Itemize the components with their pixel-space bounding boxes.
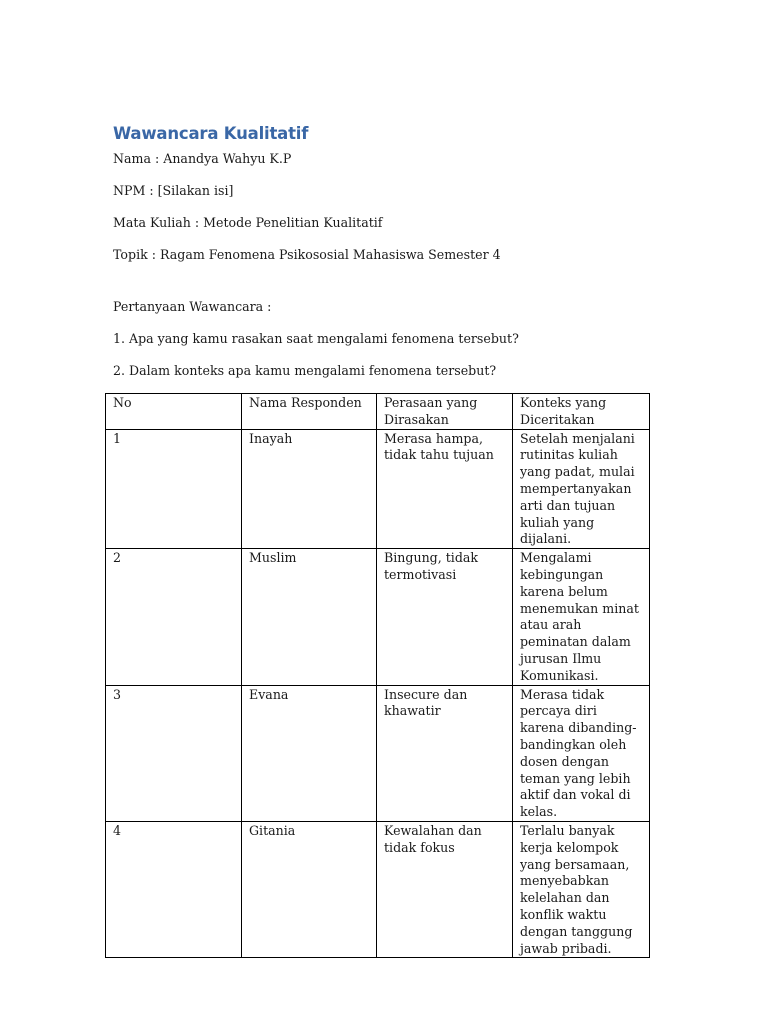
cell-konteks: Merasa tidak percaya diri karena dibanding-bandingkan oleh dosen dengan teman yang lebih aktif dan vokal di kelas.: [513, 685, 650, 821]
cell-perasaan: Merasa hampa, tidak tahu tujuan: [377, 429, 513, 549]
cell-perasaan: Kewalahan dan tidak fokus: [377, 821, 513, 957]
document-title: Wawancara Kualitatif: [113, 124, 309, 143]
cell-nama-responden: Gitania: [242, 821, 377, 957]
table-row: [106, 821, 650, 957]
question-2: 2. Dalam konteks apa kamu mengalami fenomena tersebut?: [113, 363, 497, 378]
cell-konteks: Mengalami kebingungan karena belum menemukan minat atau arah peminatan dalam jurusan Ilmu Komunikasi.: [513, 549, 650, 685]
cell-no: 4: [106, 821, 242, 957]
field-mata-kuliah: Mata Kuliah : Metode Penelitian Kualitatif: [113, 215, 383, 230]
field-topik: Topik : Ragam Fenomena Psikososial Mahasiswa Semester 4: [113, 247, 501, 262]
table-header-row: [106, 394, 650, 430]
table-row: [106, 549, 650, 685]
field-nama: Nama : Anandya Wahyu K.P: [113, 151, 292, 166]
cell-no: 3: [106, 685, 242, 821]
cell-perasaan: Insecure dan khawatir: [377, 685, 513, 821]
header-cell-no: No: [106, 394, 242, 430]
cell-no: 2: [106, 549, 242, 685]
field-npm: NPM : [Silakan isi]: [113, 183, 234, 198]
cell-konteks: Terlalu banyak kerja kelompok yang bersamaan, menyebabkan kelelahan dan konflik waktu dengan tanggung jawab pribadi.: [513, 821, 650, 957]
cell-no: 1: [106, 429, 242, 549]
header-cell-perasaan: Perasaan yang Dirasakan: [377, 394, 513, 430]
header-cell-nama-responden: Nama Responden: [242, 394, 377, 430]
cell-nama-responden: Inayah: [242, 429, 377, 549]
respondent-table: [105, 393, 650, 958]
cell-konteks: Setelah menjalani rutinitas kuliah yang padat, mulai mempertanyakan arti dan tujuan kuliah yang dijalani.: [513, 429, 650, 549]
header-cell-konteks: Konteks yang Diceritakan: [513, 394, 650, 430]
cell-nama-responden: Evana: [242, 685, 377, 821]
cell-perasaan: Bingung, tidak termotivasi: [377, 549, 513, 685]
table-row: [106, 685, 650, 821]
question-1: 1. Apa yang kamu rasakan saat mengalami fenomena tersebut?: [113, 331, 519, 346]
cell-nama-responden: Muslim: [242, 549, 377, 685]
table-row: [106, 429, 650, 549]
questions-heading: Pertanyaan Wawancara :: [113, 299, 272, 314]
